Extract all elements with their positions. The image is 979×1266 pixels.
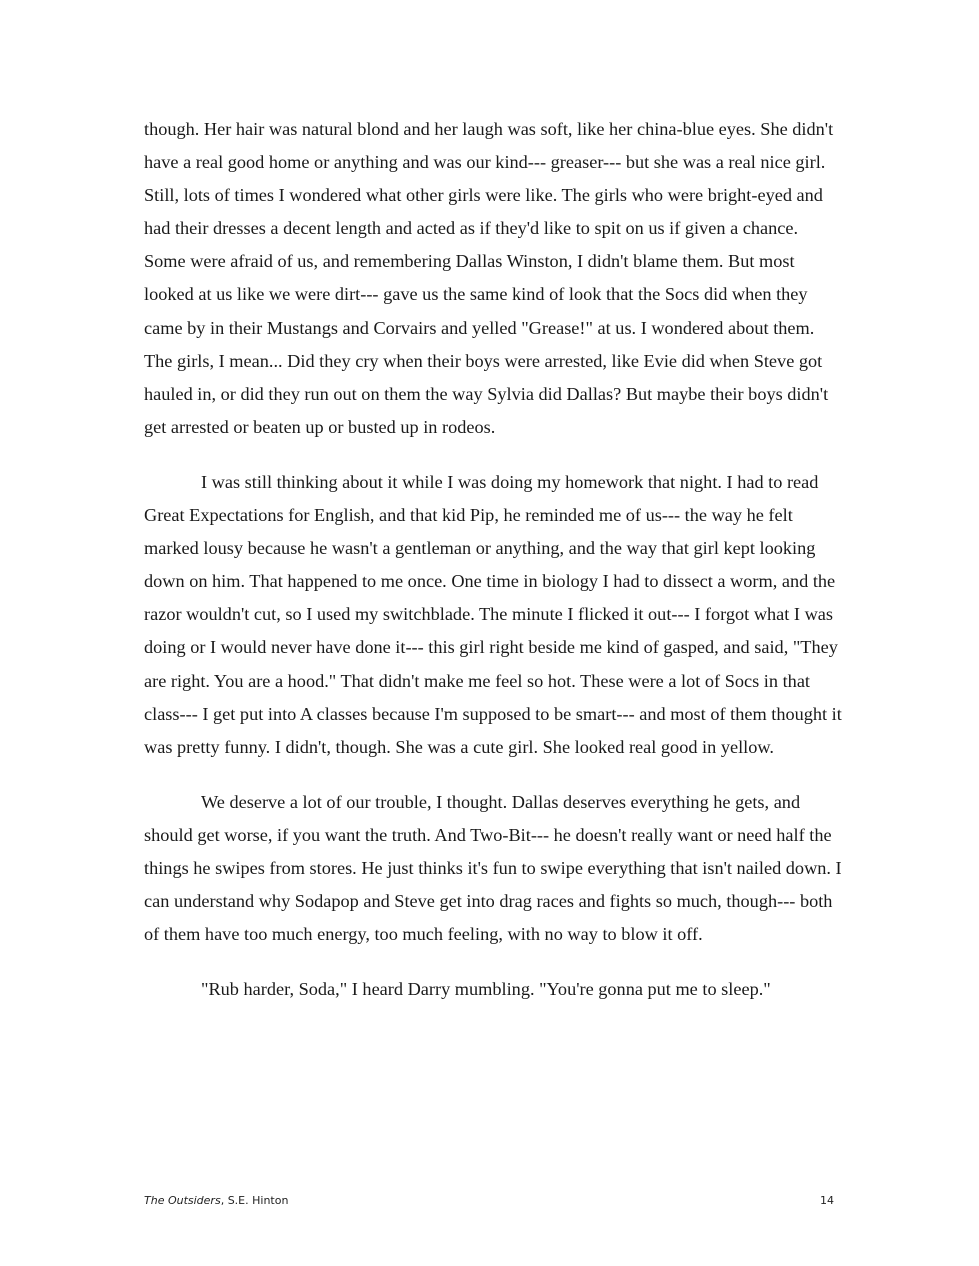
paragraph-continued: though. Her hair was natural blond and her laugh was soft, like her china-blue eyes. She didn't have a real good home or anything and was our kind--- greaser--- but she was a real nice girl. Still, lots of times I wondered what other girls were like. The girls who were bright-eyed and had their dresses a decent length and acted as if they'd like to spit on us if given a chance. Some were afraid of us, and remembering Dallas Winston, I didn't blame them. But most looked at us like we were dirt--- gave us the same kind of look that the Socs did when they came by in their Mustangs and Corvairs and yelled "Grease!" at us. I wondered about them. The girls, I mean... Did they cry when their boys were arrested, like Evie did when Steve got hauled in, or did they run out on them the way Sylvia did Dallas? But maybe their boys didn't get arrested or beaten up or busted up in rodeos.: [144, 119, 834, 437]
footer-book-title: The Outsiders: [144, 1194, 221, 1207]
paragraph-homework: I was still thinking about it while I was doing my homework that night. I had to read Great Expectations for English, and that kid Pip, he reminded me of us--- the way he felt marked lousy because he wasn't a gentleman or anything, and the way that girl kept looking down on him. That happened to me once. One time in biology I had to dissect a worm, and the razor wouldn't cut, so I used my switchblade. The minute I flicked it out--- I forgot what I was doing or I would never have done it--- this girl right beside me kind of gasped, and said, "They are right. You are a hood." That didn't make me feel so hot. These were a lot of Socs in that class--- I get put into A classes because I'm supposed to be smart--- and most of them thought it was pretty funny. I didn't, though. She was a cute girl. She looked real good in yellow.: [144, 471, 842, 757]
page-footer: [144, 1194, 834, 1207]
paragraph-dialogue: "Rub harder, Soda," I heard Darry mumbling. "You're gonna put me to sleep.": [201, 979, 771, 1000]
footer-author: , S.E. Hinton: [220, 1194, 289, 1207]
body-text: [144, 113, 844, 1028]
paragraph-trouble: We deserve a lot of our trouble, I thought. Dallas deserves everything he gets, and should get worse, if you want the truth. And Two-Bit--- he doesn't really want or need half the things he swipes from stores. He just thinks it's fun to swipe everything that isn't nailed down. I can understand why Sodapop and Steve get into drag races and fights so much, though--- both of them have too much energy, too much feeling, with no way to blow it off.: [144, 791, 842, 945]
page-number: 14: [820, 1194, 834, 1207]
